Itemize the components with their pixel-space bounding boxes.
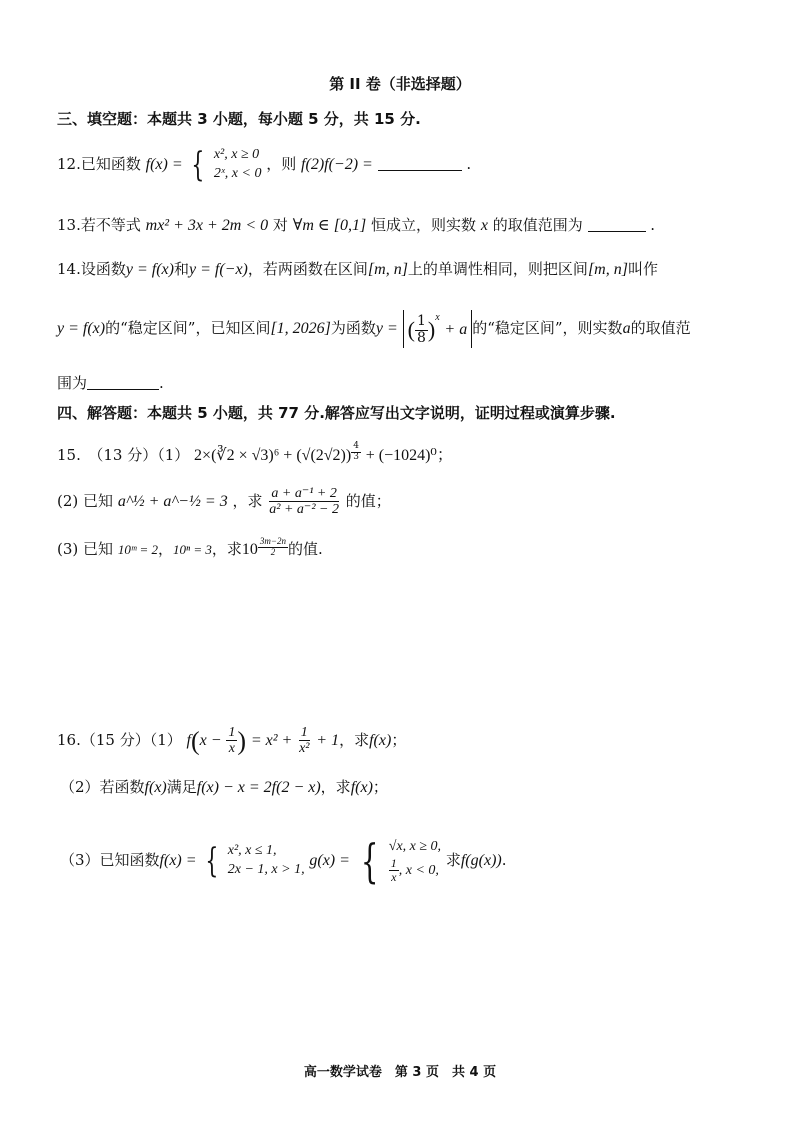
paren-close-icon: ) [237, 726, 247, 756]
q15-text: ，求 [232, 491, 263, 510]
frac-num: 1 [390, 855, 397, 870]
q16-text: ，求 [320, 778, 351, 796]
q13-mid1: 对 [272, 216, 288, 234]
frac-num: 1 [416, 313, 426, 330]
q12-case-2: 2ˣ, x < 0 [213, 165, 262, 181]
frac-den: x [228, 741, 235, 757]
question-14-line-3 [57, 374, 164, 392]
answer-blank [87, 375, 159, 390]
q13-mid2: 恒成立，则实数 [371, 216, 477, 234]
q16-g-case-2-rest: , x < 0, [398, 862, 439, 878]
page-footer: 高一数学试卷 第 3 页 共 4 页 [303, 1065, 497, 1080]
q14-l2-var: a [622, 319, 631, 337]
brace-icon: { [205, 841, 219, 882]
section-3-heading: 三、填空题：本题共 3 小题，每小题 5 分，共 15 分. [57, 110, 421, 128]
q15-text: 的值. [288, 540, 323, 558]
q16-text: . [501, 851, 507, 870]
paren-open-icon: ( [191, 726, 200, 756]
q14-text: 的取值范 [630, 318, 691, 337]
question-16-part-2 [60, 778, 388, 797]
section-4-heading: 四、解答题：本题共 5 小题，共 77 分.解答应写出文字说明，证明过程或演算步骤. [57, 404, 616, 422]
brace-icon: { [360, 834, 379, 889]
page-title: 第 II 卷（非选择题） [329, 75, 471, 93]
q13-end: . [650, 216, 656, 234]
q14-text: 叫作 [627, 260, 658, 278]
q16-head: 16.（15 分）（1） [57, 730, 182, 749]
q12-cases [214, 146, 262, 184]
q15-sep: ， [158, 540, 174, 558]
q15-text: ，求 [211, 540, 242, 558]
q15-c2: 10ⁿ = 3 [173, 542, 212, 557]
q16-g-case-1: √x, x ≥ 0, [388, 839, 442, 854]
q15-exp-frac [258, 537, 288, 558]
q14-int2: [m, n] [587, 261, 628, 278]
q13-var: x [480, 217, 488, 234]
q16-gx: g(x) = [309, 852, 350, 870]
q16-ask: f(g(x)) [460, 852, 502, 870]
q15-text: (3) 已知 [57, 540, 114, 558]
q16-text: 求 [445, 851, 461, 870]
q14-end: . [159, 374, 164, 392]
q14-l2-y: y = [375, 319, 398, 337]
q12-fx: f(x) = [145, 155, 183, 173]
q14-frac [415, 314, 428, 346]
q15-frac [267, 486, 341, 518]
frac-num: 1 [228, 725, 236, 740]
q12-case-1: x², x ≥ 0 [213, 147, 260, 162]
q13-prefix: 13.若不等式 [57, 216, 141, 234]
q14-text: 14.设函数 [57, 260, 126, 278]
q16-g-frac [389, 857, 399, 884]
q14-fn2: y = f(−x) [188, 261, 248, 278]
q16-text: 满足 [166, 778, 197, 796]
answer-blank [378, 156, 462, 171]
q14-l2-int: [1, 2026] [270, 319, 331, 337]
q14-text: 的“稳定区间”，已知区间 [105, 318, 271, 337]
q14-fn1: y = f(x) [125, 261, 174, 278]
frac-num: 4 [353, 441, 359, 451]
q16-text: ； [391, 730, 407, 749]
q16-eq: f(x) − x = 2f(2 − x) [196, 779, 321, 796]
q16-text: （2）若函数 [60, 778, 145, 796]
question-16-part-3 [60, 834, 507, 889]
q16-g-case-2 [389, 857, 441, 884]
q16-in-frac [226, 725, 237, 757]
q14-l2-fn: y = f(x) [57, 319, 106, 337]
brace-icon: { [191, 144, 205, 185]
q16-in: x − [199, 731, 222, 749]
q16-g-cases [389, 838, 441, 884]
q12-prefix: 12.已知函数 [57, 154, 141, 173]
q14-text: 围为 [57, 374, 88, 392]
q16-plus: + 1 [316, 731, 340, 749]
paren-open-icon: ( [407, 316, 415, 342]
question-15-part-2 [57, 486, 391, 518]
q16-eq: = x² + [250, 731, 293, 749]
q16-text: ； [372, 778, 388, 796]
q16-f-case-1: x², x ≤ 1, [227, 843, 277, 859]
q16-fx: f(x) = [159, 852, 197, 870]
question-15-part-3 [57, 537, 323, 559]
q15-c1: 10ᵐ = 2 [117, 542, 159, 557]
q16-ask: f(x) [369, 731, 392, 749]
q15-head: 15. （13 分）（1） [57, 446, 190, 464]
q14-text: ，若两函数在区间 [247, 260, 368, 278]
frac-den: 2 [270, 546, 276, 557]
q14-plus-a: + a [444, 321, 468, 338]
q16-r-frac [297, 725, 311, 757]
q15-cond: a^½ + a^−½ = 3 [117, 492, 228, 510]
q14-text: 和 [173, 260, 189, 278]
q15-text: (2) 已知 [57, 491, 114, 510]
q14-int1: [m, n] [367, 261, 408, 278]
question-12 [57, 146, 471, 184]
q16-f-cases [228, 842, 305, 880]
q14-abs-expr [403, 310, 473, 348]
frac-den: a² + a⁻² − 2 [269, 502, 339, 518]
q16-ask: f(x) [350, 779, 373, 796]
q15-expr-tail: + (−1024)⁰； [365, 447, 453, 464]
q16-text: （3）已知函数 [60, 851, 160, 870]
q15-expr: 2×(∛2 × √3)⁶ + (√(2√2)) [194, 447, 352, 464]
q13-cond: ∀m ∈ [0,1] [292, 217, 367, 234]
frac-den: x² [299, 741, 310, 757]
frac-num: a + a⁻¹ + 2 [271, 486, 337, 501]
q14-text: 为函数 [330, 318, 376, 337]
q14-exp: x [435, 312, 440, 323]
question-16-part-1 [57, 725, 406, 757]
q13-ineq: mx² + 3x + 2m < 0 [145, 217, 269, 234]
q16-f: f(x) [144, 779, 167, 796]
q12-mid: ，则 [266, 154, 297, 173]
frac-den: 3 [353, 451, 359, 462]
q12-expr: f(2)f(−2) = [301, 155, 373, 173]
q14-text: 的“稳定区间”，则实数 [472, 318, 623, 337]
q14-text: 上的单调性相同，则把区间 [407, 260, 588, 278]
frac-num: 1 [300, 725, 308, 740]
question-15-part-1 [57, 442, 453, 465]
question-14-line-2 [57, 310, 691, 348]
q13-suffix: 的取值范围为 [492, 216, 583, 234]
question-13 [57, 216, 655, 235]
q15-text: 的值； [345, 491, 391, 510]
q16-text: ，求 [339, 730, 370, 749]
frac-den: 8 [416, 329, 426, 346]
q12-end: . [466, 154, 472, 173]
q15-exp-frac [351, 442, 361, 463]
paren-close-icon: ) [427, 316, 436, 342]
question-14-line-1 [57, 260, 658, 279]
q16-f-case-2: 2x − 1, x > 1, [227, 862, 305, 878]
frac-den: x [391, 870, 397, 885]
q15-base: 10 [241, 541, 258, 558]
answer-blank [588, 217, 646, 232]
frac-num: 3m−2n [259, 536, 286, 546]
q16-f: f [186, 731, 191, 749]
